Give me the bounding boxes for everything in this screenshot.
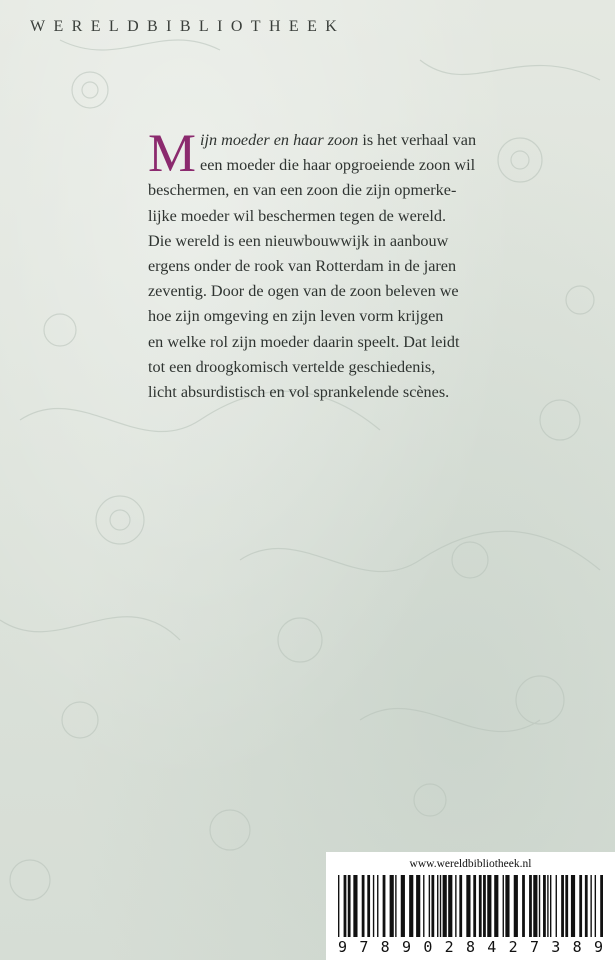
barcode-bar [539,875,540,937]
barcode-bar [455,875,456,937]
barcode-bar [503,875,504,937]
blurb-line: licht absurdistisch en vol sprankelende scènes. [148,382,450,401]
barcode-bar [353,875,357,937]
barcode-bar [561,875,564,937]
barcode-bar [479,875,482,937]
isbn-digit: 8 [465,938,475,956]
blurb-line: beschermen, en van een zoon die zijn opmerke- [148,181,457,200]
barcode-bar [529,875,532,937]
isbn-digit: 9 [338,938,348,956]
barcode-bar [362,875,365,937]
isbn-digit: 9 [593,938,603,956]
barcode-bar [550,875,551,937]
barcode-bar [487,875,491,937]
blurb-line-1: ijn moeder en haar zoon is het verhaal van [200,131,477,149]
barcode-bar [543,875,546,937]
barcode-bar [565,875,568,937]
barcode-bar [547,875,548,937]
isbn-number [338,938,603,956]
blurb-line: tot een droogkomisch vertelde geschiedenis, [148,357,436,376]
isbn-digit: 4 [487,938,497,956]
isbn-digit: 2 [444,938,454,956]
barcode-bar [429,875,430,937]
barcode-bar [514,875,518,937]
barcode-bar [522,875,525,937]
blurb-line: Die wereld is een nieuwbouwwijk in aanbouw [148,231,449,250]
isbn-digit: 7 [529,938,539,956]
barcode-bar [595,875,596,937]
barcode-bar [459,875,462,937]
publisher-url: www.wereldbibliotheek.nl [409,858,532,870]
book-title: ijn moeder en haar zoon [200,131,359,149]
barcode-bar [423,875,424,937]
isbn-digit: 8 [572,938,582,956]
barcode-bar [348,875,351,937]
barcode-bar [494,875,498,937]
barcode-bar [533,875,537,937]
barcode-bar [338,875,339,937]
barcode-bar [483,875,486,937]
blurb-text [148,123,528,405]
barcode-bar [505,875,509,937]
barcode-bar [367,875,370,937]
barcode-bar [571,875,575,937]
barcode-panel [326,852,615,960]
barcode-bar [395,875,396,937]
barcode-bar [466,875,470,937]
barcode-bar [556,875,557,937]
barcode-bar [473,875,476,937]
publisher-name: WERELDBIBLIOTHEEK [30,18,346,35]
barcode-bar [437,875,438,937]
barcode-bar [377,875,378,937]
blurb-line: lijke moeder wil beschermen tegen de wereld. [148,206,446,225]
isbn-digit: 7 [359,938,369,956]
barcode-bar [383,875,386,937]
blurb-line: en welke rol zijn moeder daarin speelt. Dat leidt [148,332,460,351]
barcode-bar [344,875,347,937]
barcode-bar [579,875,582,937]
barcode-bar [390,875,394,937]
barcode-bar [600,875,603,937]
blurb-line: hoe zijn omgeving en zijn leven vorm krijgen [148,307,444,326]
drop-cap: M [148,123,197,183]
isbn-digit: 9 [401,938,412,956]
barcode-bar [448,875,452,937]
blurb-line: een moeder die haar opgroeiende zoon wil [200,156,476,175]
isbn-digit: 2 [508,938,518,956]
blurb-line: ergens onder de rook van Rotterdam in de jaren [148,256,457,275]
barcode-bar [401,875,405,937]
blurb-line: zeventig. Door de ogen van de zoon beleven we [148,282,459,301]
barcode-bar [431,875,434,937]
barcode-bar [373,875,374,937]
barcode-bar [443,875,447,937]
barcode-bar [590,875,591,937]
barcode-icon [338,875,603,937]
barcode-bar [440,875,441,937]
barcode-bar [409,875,413,937]
isbn-digit: 0 [423,938,433,956]
barcode-bar [585,875,588,937]
isbn-digit: 3 [551,938,561,956]
barcode-bar [416,875,420,937]
isbn-digit: 8 [380,938,390,956]
